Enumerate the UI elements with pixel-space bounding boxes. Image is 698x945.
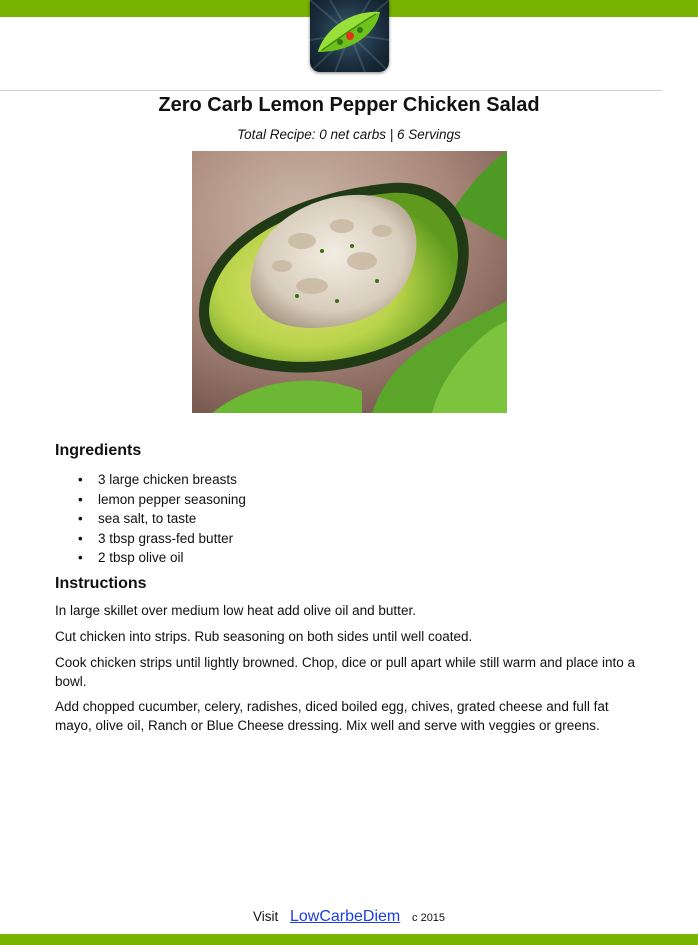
list-item: • sea salt, to taste [78,509,246,529]
instruction-step: Cook chicken strips until lightly browned. Chop, dice or pull apart while still warm and place into a bowl. [55,655,636,689]
ingredients-heading: Ingredients [55,442,142,459]
list-item: • lemon pepper seasoning [78,490,246,510]
list-item: • 2 tbsp olive oil [78,548,246,568]
instruction-step: In large skillet over medium low heat add olive oil and butter. [55,603,416,618]
instruction-step: Add chopped cucumber, celery, radishes, diced boiled egg, chives, grated cheese and full fat mayo, olive oil, Ranch or Blue Cheese dressing. Mix well and serve with veggies or greens. [55,699,609,733]
visit-label: Visit [252,909,279,924]
header-divider [0,90,662,91]
chicken-salad-in-avocado-photo [192,151,507,413]
copyright-text: c 2015 [412,912,446,924]
bottom-green-bar [0,934,698,945]
footer [0,906,698,929]
instruction-step: Cut chicken into strips. Rub seasoning on both sides until well coated. [55,629,473,644]
lowcarbediem-link[interactable]: LowCarbeDiem [289,908,401,925]
ingredients-list [78,470,246,568]
instructions-heading: Instructions [55,575,147,592]
recipe-subtitle: Total Recipe: 0 net carbs | 6 Servings [237,127,461,142]
pea-pod-leaf-icon [310,0,389,72]
list-item: • 3 tbsp grass-fed butter [78,529,246,549]
page-title: Zero Carb Lemon Pepper Chicken Salad [158,94,540,116]
list-item: • 3 large chicken breasts [78,470,246,490]
